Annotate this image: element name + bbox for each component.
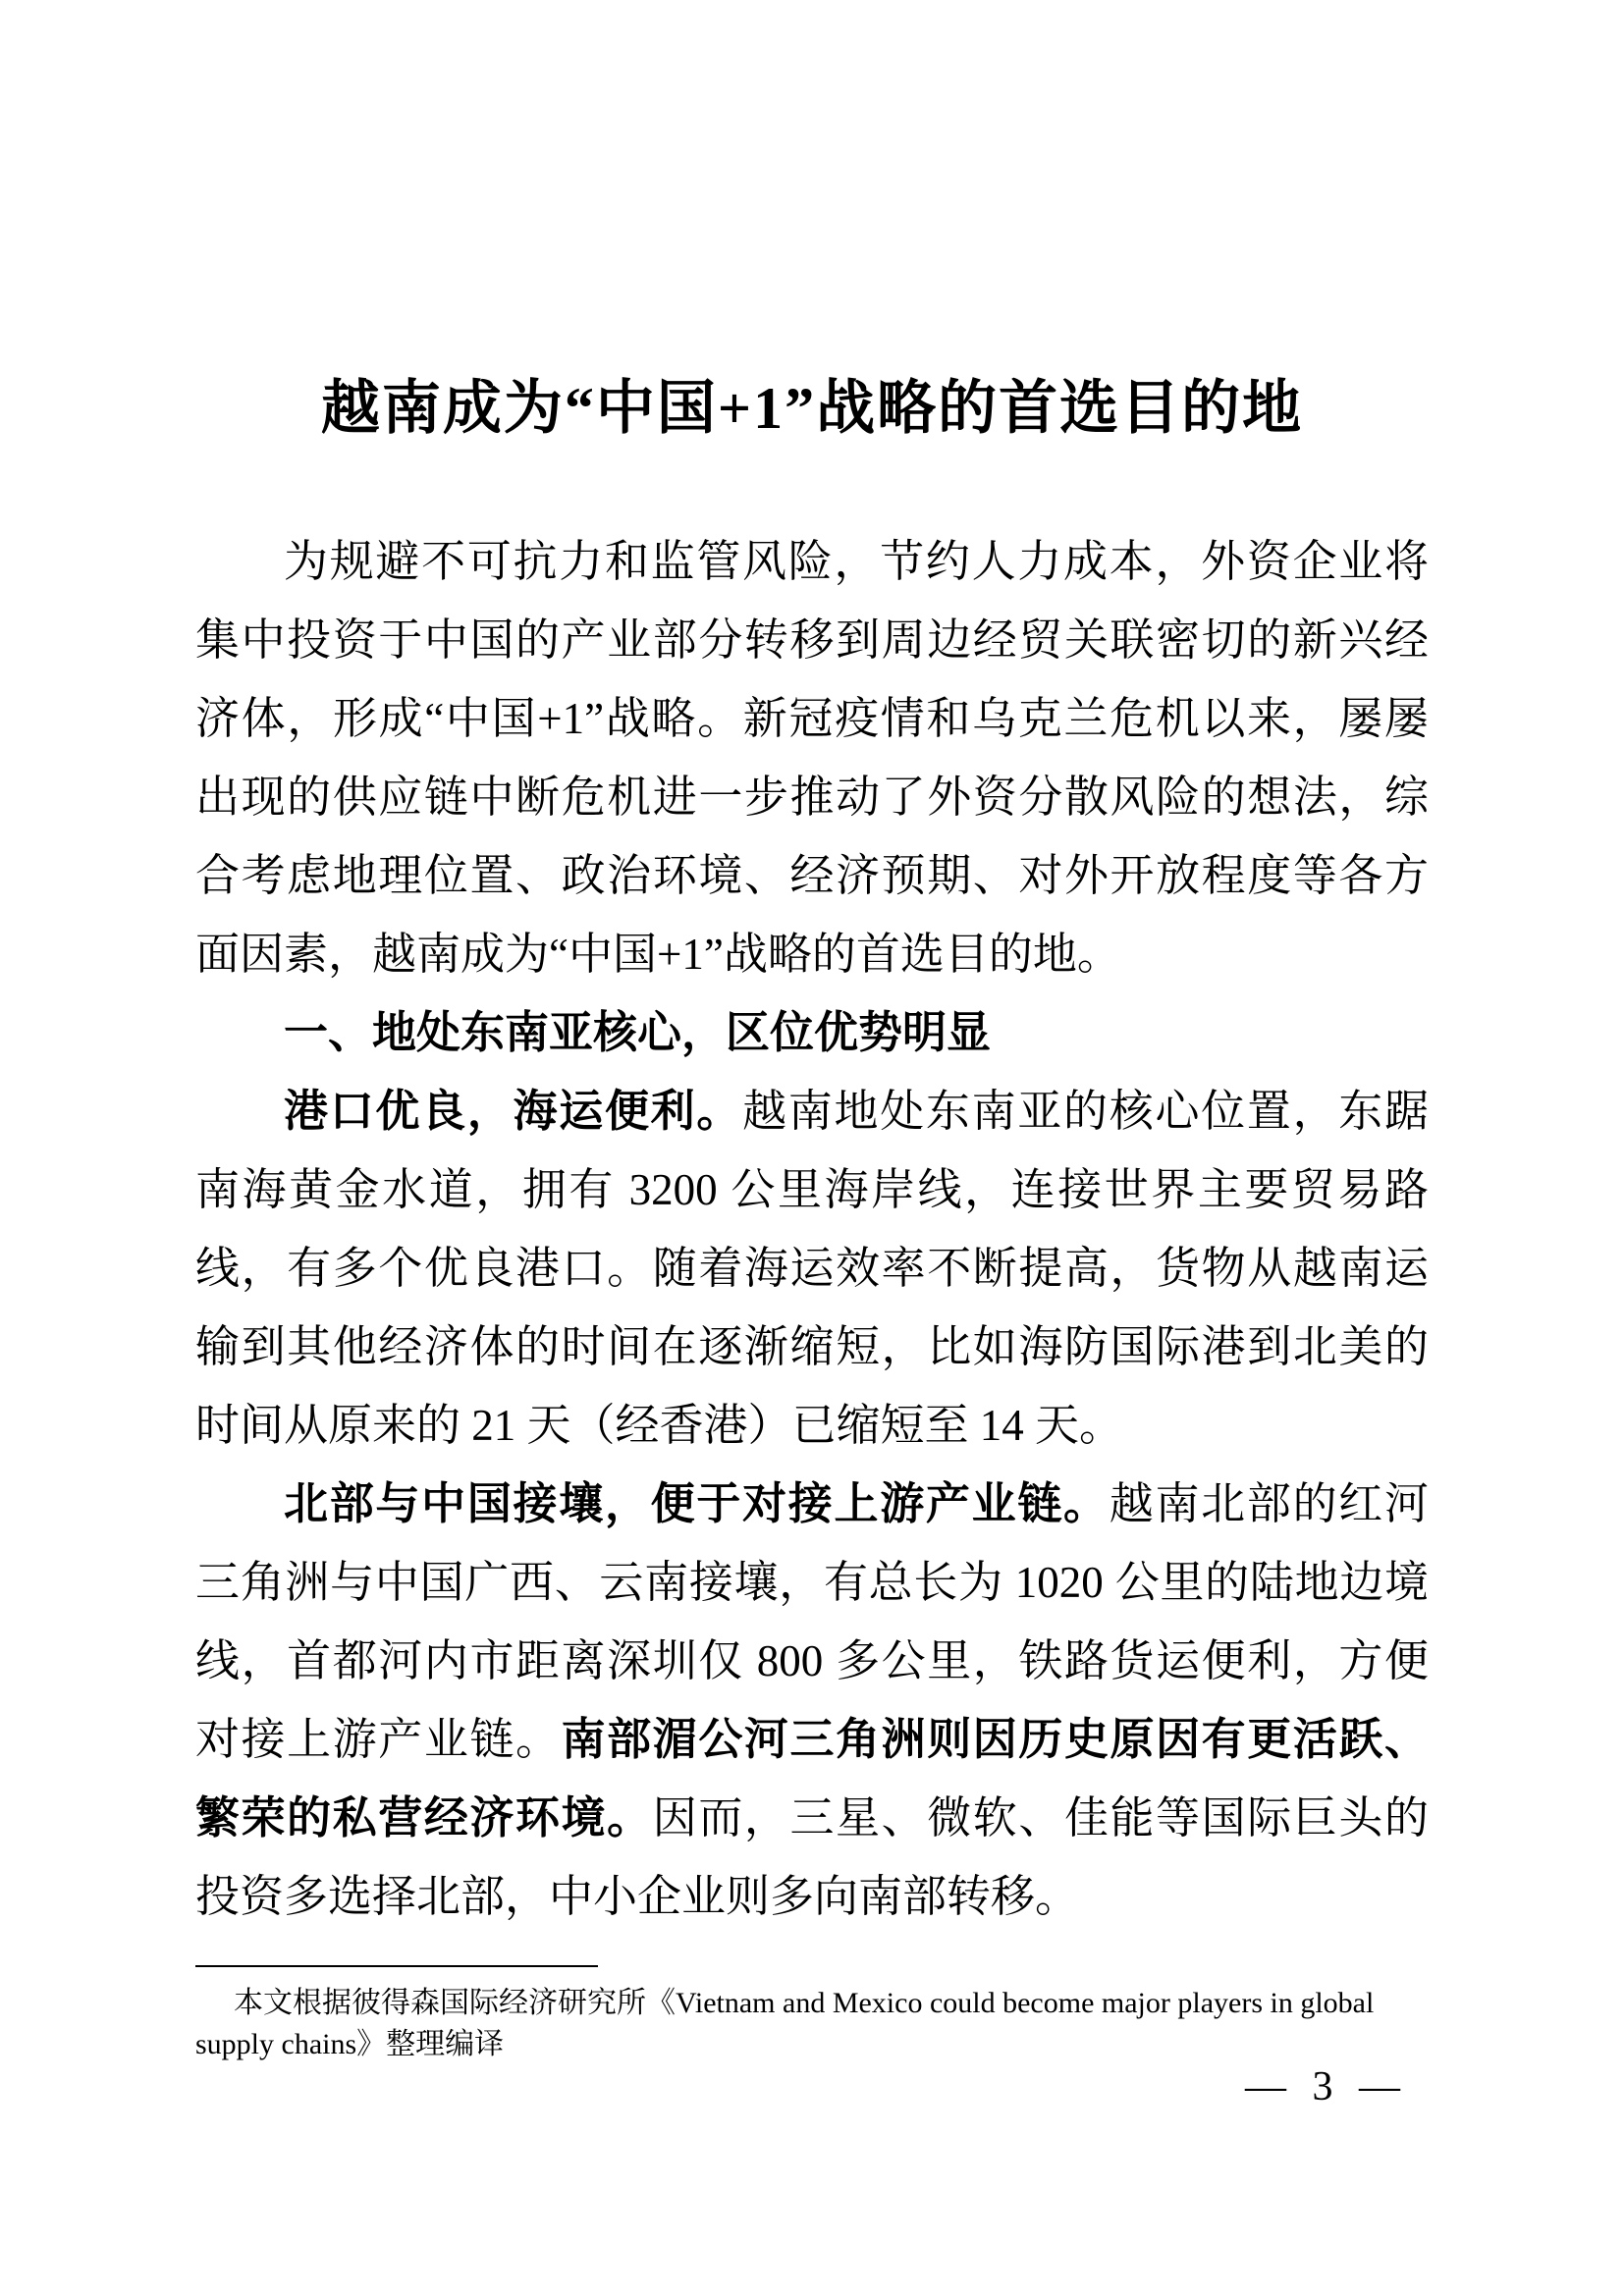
page-number: — 3 — [1245, 2064, 1408, 2109]
document-body [195, 522, 1429, 1936]
footnote-separator-line [195, 1965, 598, 1967]
text-run: 越南北部的红河三角洲与中国广西、云南接壤，有总长为 1020 公里的陆地边境线，首都河内市距离深圳仅 800 多公里，铁路货运便利，方便对接上游产业链。 [195, 1479, 1429, 1764]
body-paragraph [195, 1072, 1429, 1465]
bold-text-run: 港口优良，海运便利。 [284, 1087, 743, 1136]
footnote-block [195, 1965, 1442, 2065]
text-run: 为规避不可抗力和监管风险，节约人力成本，外资企业将集中投资于中国的产业部分转移到周边经贸关联密切的新兴经济体，形成“中国+1”战略。新冠疫情和乌克兰危机以来，屡屡出现的供应链中断危机进一步推动了外资分散风险的想法，综合考虑地理位置、政治环境、经济预期、对外开放程度等各方面因素，越南成为“中国+1”战略的首选目的地。 [195, 537, 1429, 979]
body-paragraph [195, 522, 1429, 993]
document-title: 越南成为“中国+1”战略的首选目的地 [320, 376, 1304, 441]
text-run: 越南地处东南亚的核心位置，东踞南海黄金水道，拥有 3200 公里海岸线，连接世界主要贸易路线，有多个优良港口。随着海运效率不断提高，货物从越南运输到其他经济体的时间在逐渐缩短，比如海防国际港到北美的时间从原来的 21 天（经香港）已缩短至 14 天。 [195, 1087, 1429, 1450]
text-run: 因而，三星、微软、佳能等国际巨头的投资多选择北部，中小企业则多向南部转移。 [195, 1793, 1429, 1921]
bold-text-run: 北部与中国接壤，便于对接上游产业链。 [284, 1479, 1110, 1528]
footnote-text: 本文根据彼得森国际经济研究所《Vietnam and Mexico could become major players in global supply chains》整理编译 [195, 1987, 1375, 2060]
body-paragraph [195, 1465, 1429, 1936]
bold-text-run: 南部湄公河三角洲则因历史原因有更活跃、繁荣的私营经济环境。 [195, 1715, 1429, 1842]
section-heading [195, 993, 1429, 1072]
bold-text-run: 一、地处东南亚核心，区位优势明显 [284, 1007, 992, 1057]
